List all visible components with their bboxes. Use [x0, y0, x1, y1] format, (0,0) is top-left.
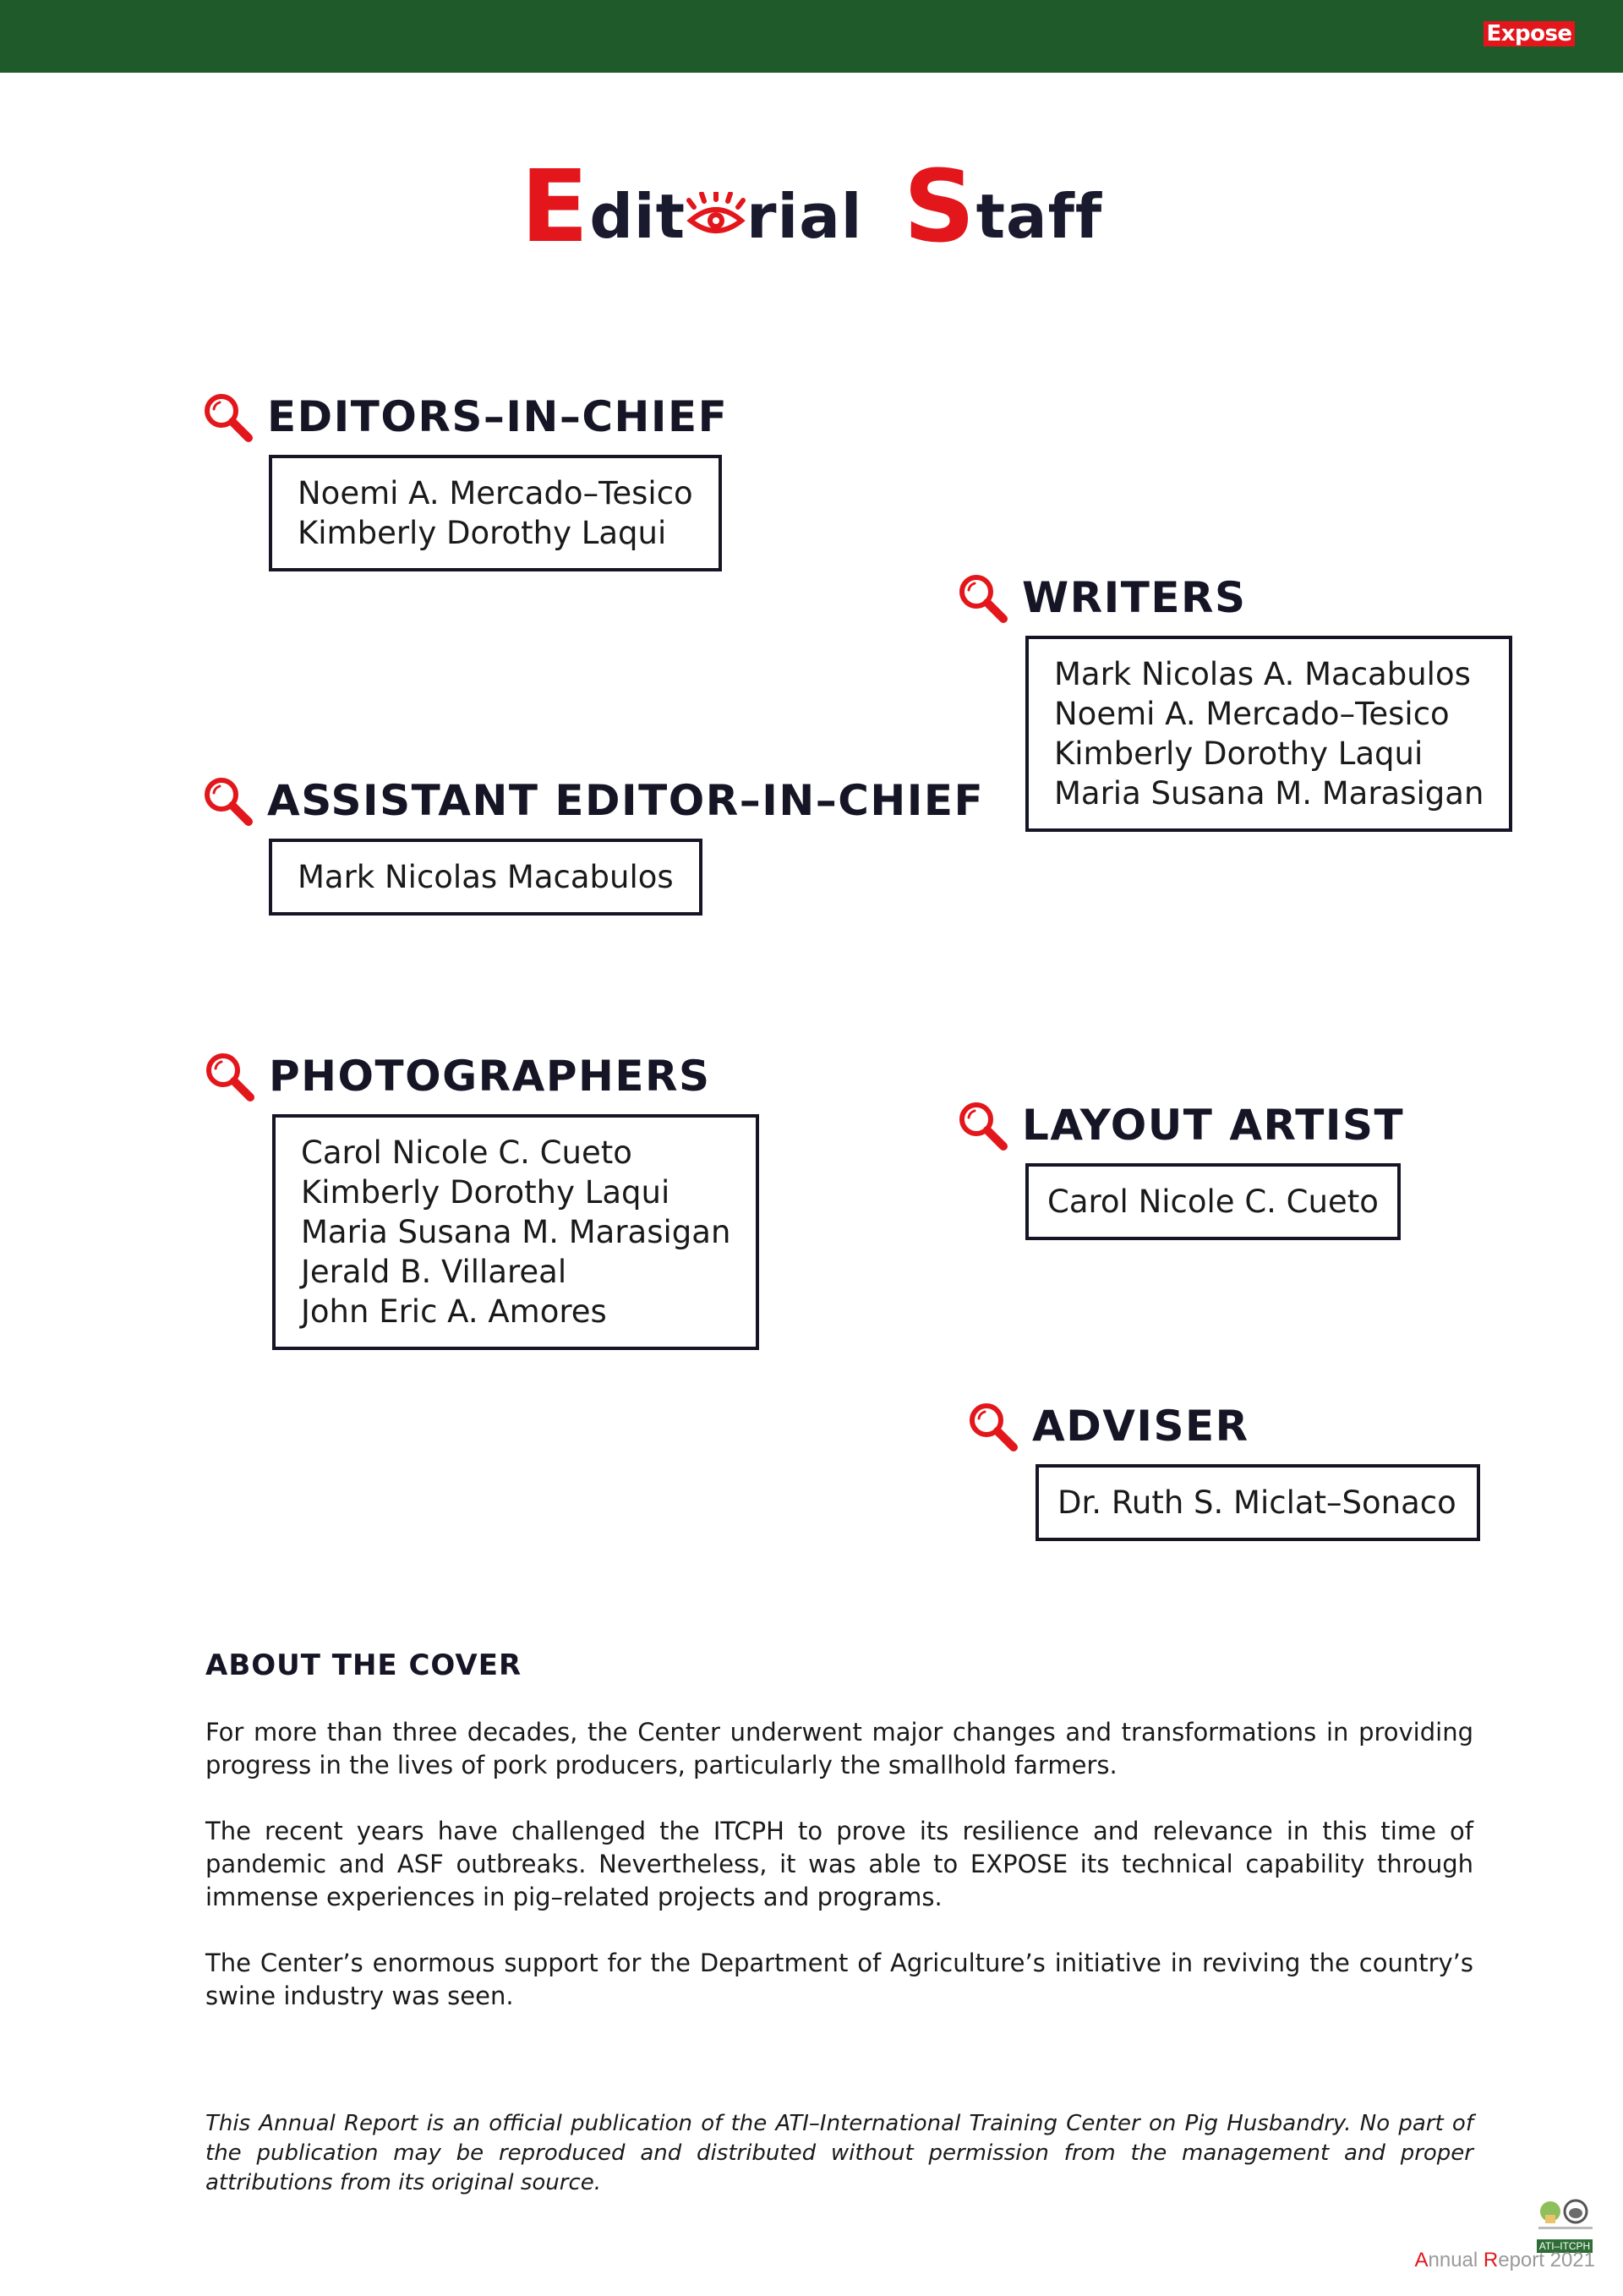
names-box [1025, 1163, 1401, 1240]
title-word-editorial-part2: rial [746, 181, 863, 252]
staff-name: Kimberly Dorothy Laqui [298, 515, 667, 551]
eye-icon [686, 192, 746, 243]
magnifying-glass-icon [201, 774, 254, 827]
staff-name: Jerald B. Villareal [301, 1254, 567, 1290]
about-paragraph: The Center’s enormous support for the Department of Agriculture’s initiative in reviving the country’s swine industry was seen. [205, 1949, 1473, 2010]
footer-annual-initial: A [1414, 2249, 1429, 2271]
magnifying-glass-icon [956, 571, 1008, 624]
names-box [269, 839, 702, 916]
staff-name: Maria Susana M. Marasigan [301, 1214, 731, 1250]
section-writers [956, 571, 1512, 832]
names-box [1036, 1464, 1480, 1541]
logo-text: Expose [1484, 21, 1574, 46]
magnifying-glass-icon [201, 391, 254, 443]
section-layout-artist [956, 1099, 1404, 1240]
footer-report-initial: R [1483, 2249, 1499, 2271]
staff-name: Kimberly Dorothy Laqui [301, 1174, 670, 1211]
staff-name: Dr. Ruth S. Miclat–Sonaco [1057, 1484, 1456, 1521]
staff-name: Noemi A. Mercado–Tesico [298, 475, 693, 511]
section-title: ADVISER [1032, 1402, 1249, 1451]
section-title: EDITORS–IN–CHIEF [267, 392, 729, 441]
section-photographers [203, 1050, 759, 1350]
footer-annual-rest: nnual [1428, 2249, 1484, 2271]
page-title [0, 148, 1623, 265]
staff-name: Mark Nicolas A. Macabulos [1054, 656, 1471, 692]
staff-name: Carol Nicole C. Cueto [301, 1134, 632, 1171]
ati-itcph-emblem-icon [1532, 2196, 1599, 2235]
expose-logo [1486, 19, 1572, 49]
staff-name: Mark Nicolas Macabulos [298, 859, 674, 895]
section-title: ASSISTANT EDITOR–IN–CHIEF [267, 776, 985, 825]
section-adviser [966, 1400, 1480, 1541]
section-assistant-editor [201, 774, 984, 916]
staff-name: John Eric A. Amores [301, 1293, 607, 1330]
names-box [1025, 636, 1512, 832]
about-cover-heading: ABOUT THE COVER [205, 1648, 522, 1682]
about-paragraph: The recent years have challenged the ITCPH to prove its resilience and relevance in this time of pandemic and ASF outbreaks. Nevertheless, it was able to EXPOSE its technical capability through immense experiences in pig–related projects and programs. [205, 1817, 1473, 1911]
footer-annual-report [1414, 2249, 1595, 2272]
names-box [272, 1114, 759, 1350]
staff-name: Maria Susana M. Marasigan [1054, 775, 1484, 812]
title-word-staff: taff [975, 181, 1103, 252]
section-title: PHOTOGRAPHERS [269, 1052, 711, 1101]
title-initial-e: E [520, 148, 590, 265]
publication-disclaimer: This Annual Report is an official publication of the ATI–International Training Center on Pig Husbandry. No part of the publication may be reproduced and distributed without permission from the management and proper attributions from its original source. [205, 2111, 1473, 2195]
staff-name: Noemi A. Mercado–Tesico [1054, 696, 1450, 732]
title-word-editorial-part1: dit [589, 181, 686, 252]
names-box [269, 455, 722, 571]
footer-report-rest: eport 2021 [1498, 2249, 1595, 2271]
staff-name: Carol Nicole C. Cueto [1047, 1184, 1379, 1220]
staff-name: Kimberly Dorothy Laqui [1054, 735, 1424, 772]
title-initial-s: S [903, 148, 976, 265]
magnifying-glass-icon [203, 1050, 255, 1102]
magnifying-glass-icon [956, 1099, 1008, 1151]
header-bar [0, 0, 1623, 73]
section-editors-in-chief [201, 391, 728, 571]
magnifying-glass-icon [966, 1400, 1019, 1452]
ati-itcph-logo [1532, 2196, 1599, 2252]
about-paragraph: For more than three decades, the Center underwent major changes and transformations in providing progress in the lives of pork producers, particularly the smallhold farmers. [205, 1718, 1473, 1779]
section-title: LAYOUT ARTIST [1022, 1101, 1405, 1150]
logo-label: ATI–ITCPH [1537, 2239, 1593, 2253]
section-title: WRITERS [1022, 573, 1247, 622]
